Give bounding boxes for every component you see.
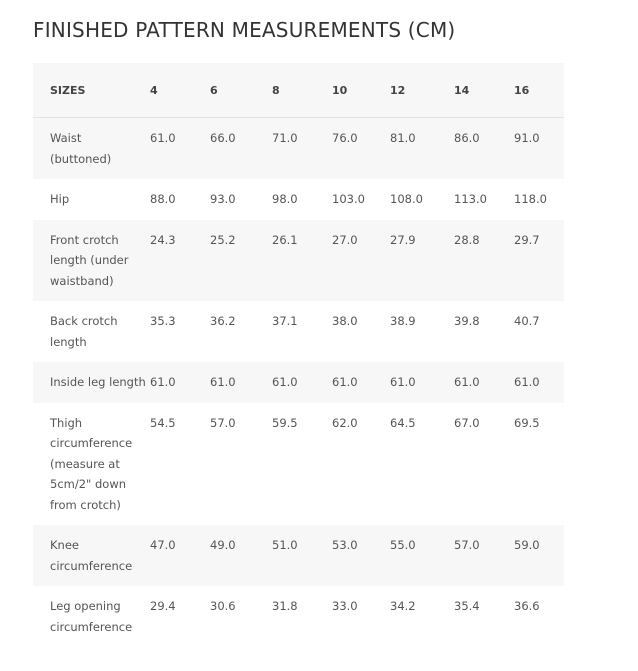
- table-header: [33, 63, 564, 118]
- table-cell: 88.0: [150, 179, 210, 220]
- table-cell: 66.0: [210, 118, 272, 180]
- table-cell: 33.0: [332, 586, 390, 647]
- table-cell: 40.7: [514, 301, 564, 362]
- table-cell: 57.0: [210, 403, 272, 526]
- table-cell: 29.7: [514, 220, 564, 302]
- table-cell: 69.5: [514, 403, 564, 526]
- table-cell: 28.8: [454, 220, 514, 302]
- table-cell: 61.0: [514, 362, 564, 403]
- table-cell: 71.0: [272, 118, 332, 180]
- table-cell: 61.0: [150, 118, 210, 180]
- table-row: [33, 220, 564, 302]
- header-size-4: 4: [150, 63, 210, 118]
- row-label: Leg opening circumference: [33, 586, 150, 647]
- row-label: Thigh circumference (measure at 5cm/2" down from crotch): [33, 403, 150, 526]
- table-cell: 108.0: [390, 179, 454, 220]
- table-cell: 49.0: [210, 525, 272, 586]
- table-cell: 54.5: [150, 403, 210, 526]
- header-size-14: 14: [454, 63, 514, 118]
- table-cell: 113.0: [454, 179, 514, 220]
- row-label: Back crotch length: [33, 301, 150, 362]
- header-size-16: 16: [514, 63, 564, 118]
- row-label: Front crotch length (under waistband): [33, 220, 150, 302]
- header-size-8: 8: [272, 63, 332, 118]
- page-title: FINISHED PATTERN MEASUREMENTS (CM): [33, 18, 456, 42]
- table-cell: 26.1: [272, 220, 332, 302]
- table-cell: 61.0: [150, 362, 210, 403]
- table-cell: 39.8: [454, 301, 514, 362]
- table-cell: 53.0: [332, 525, 390, 586]
- table-cell: 76.0: [332, 118, 390, 180]
- table-cell: 55.0: [390, 525, 454, 586]
- table-cell: 98.0: [272, 179, 332, 220]
- row-label: Hip: [33, 179, 150, 220]
- table-cell: 64.5: [390, 403, 454, 526]
- table-cell: 61.0: [272, 362, 332, 403]
- table-cell: 36.6: [514, 586, 564, 647]
- table-cell: 37.1: [272, 301, 332, 362]
- table-row: [33, 586, 564, 647]
- table-row: [33, 525, 564, 586]
- table-cell: 38.0: [332, 301, 390, 362]
- table-cell: 57.0: [454, 525, 514, 586]
- table-row: [33, 301, 564, 362]
- table-cell: 24.3: [150, 220, 210, 302]
- header-size-6: 6: [210, 63, 272, 118]
- table-cell: 34.2: [390, 586, 454, 647]
- table-cell: 35.3: [150, 301, 210, 362]
- table-row: [33, 362, 564, 403]
- table-cell: 27.9: [390, 220, 454, 302]
- measurements-table-container: [33, 63, 564, 647]
- table-cell: 51.0: [272, 525, 332, 586]
- table-cell: 29.4: [150, 586, 210, 647]
- table-cell: 36.2: [210, 301, 272, 362]
- table-cell: 31.8: [272, 586, 332, 647]
- table-cell: 30.6: [210, 586, 272, 647]
- measurements-table: [33, 63, 564, 647]
- table-cell: 91.0: [514, 118, 564, 180]
- table-cell: 81.0: [390, 118, 454, 180]
- row-label: Waist (buttoned): [33, 118, 150, 180]
- table-cell: 61.0: [454, 362, 514, 403]
- table-cell: 62.0: [332, 403, 390, 526]
- table-cell: 27.0: [332, 220, 390, 302]
- table-cell: 25.2: [210, 220, 272, 302]
- table-cell: 103.0: [332, 179, 390, 220]
- table-cell: 59.5: [272, 403, 332, 526]
- header-row: [33, 63, 564, 118]
- table-row: [33, 118, 564, 180]
- table-cell: 118.0: [514, 179, 564, 220]
- table-cell: 61.0: [390, 362, 454, 403]
- header-size-12: 12: [390, 63, 454, 118]
- table-row: [33, 179, 564, 220]
- header-sizes-label: SIZES: [33, 63, 150, 118]
- table-cell: 86.0: [454, 118, 514, 180]
- table-body: [33, 118, 564, 648]
- row-label: Knee circumference: [33, 525, 150, 586]
- table-cell: 47.0: [150, 525, 210, 586]
- table-row: [33, 403, 564, 526]
- table-cell: 59.0: [514, 525, 564, 586]
- table-cell: 61.0: [210, 362, 272, 403]
- table-cell: 93.0: [210, 179, 272, 220]
- header-size-10: 10: [332, 63, 390, 118]
- table-cell: 35.4: [454, 586, 514, 647]
- table-cell: 67.0: [454, 403, 514, 526]
- table-cell: 38.9: [390, 301, 454, 362]
- row-label: Inside leg length: [33, 362, 150, 403]
- table-cell: 61.0: [332, 362, 390, 403]
